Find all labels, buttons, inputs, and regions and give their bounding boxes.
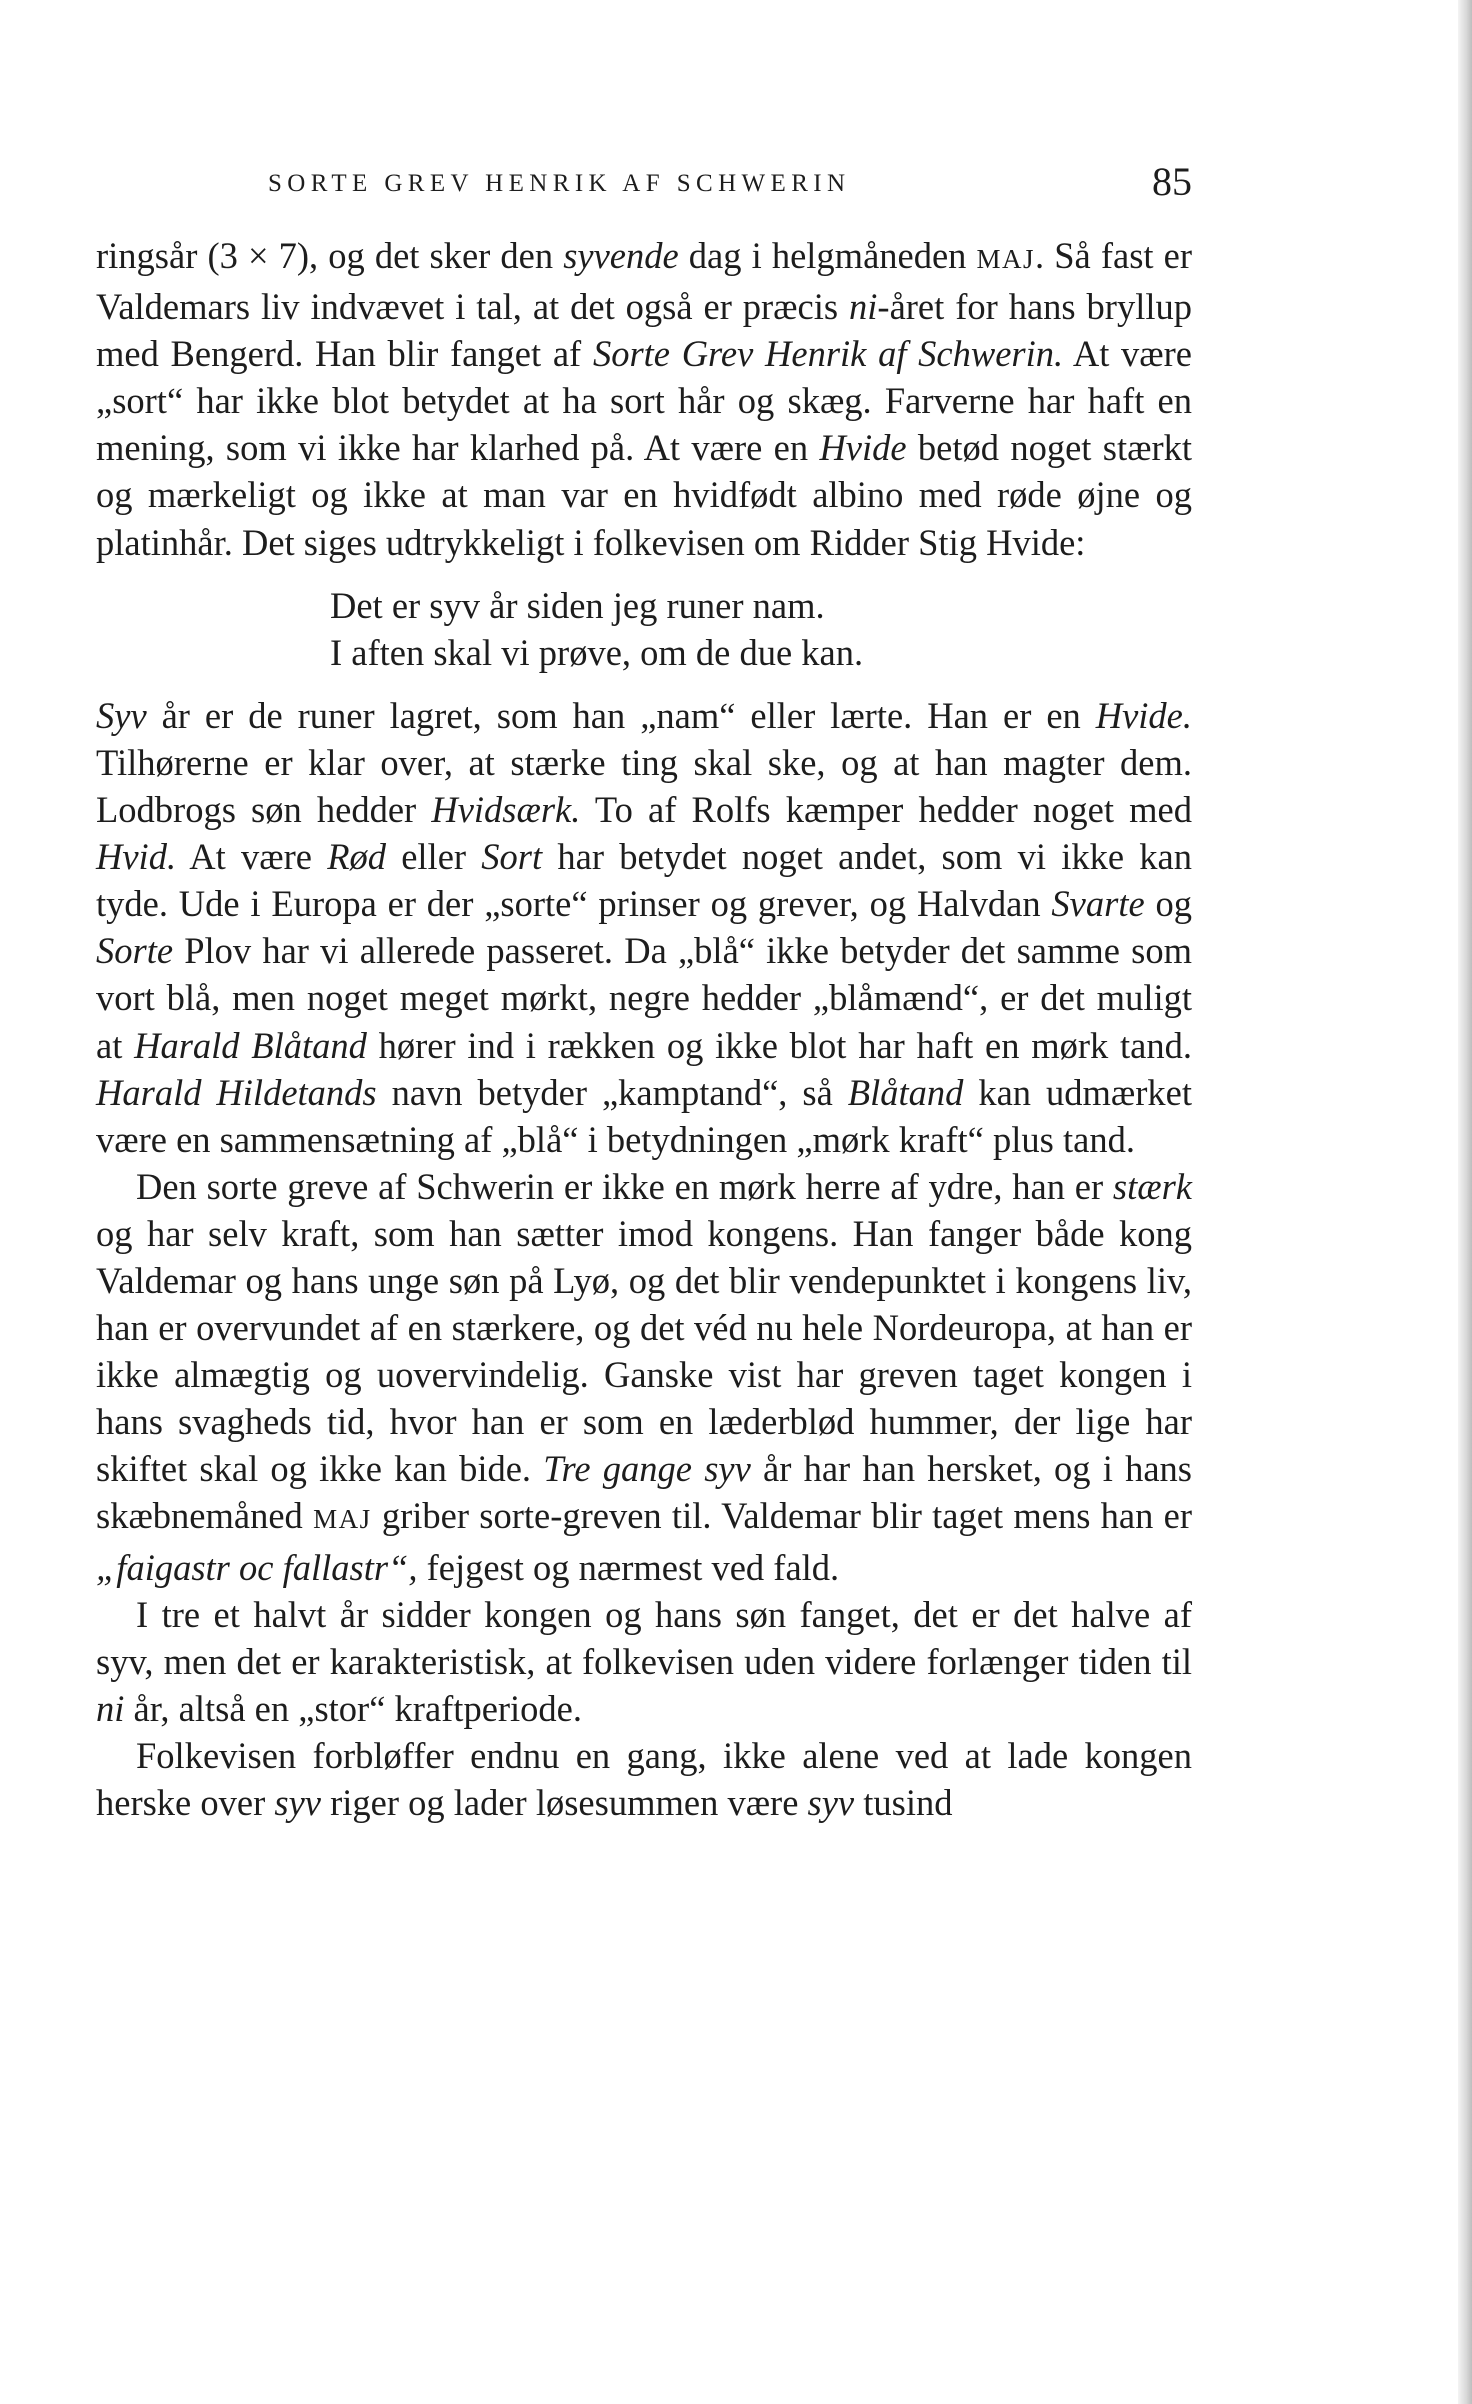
emphasis: Harald Hildetands (96, 1071, 377, 1113)
emphasis: Hvide (819, 427, 907, 469)
emphasis: Sort (481, 836, 543, 878)
emphasis: Harald Blåtand (134, 1024, 367, 1066)
emphasis: „faigastr oc fallastr“, (96, 1546, 418, 1588)
text-run: betød noget stærkt og mærkeligt og ikke at man var en hvidfødt albino med røde øjne og platinhår. Det siges udtrykkeligt i folkevisen om Ridder Stig Hvide: (96, 427, 1193, 563)
body-text (96, 232, 1192, 1826)
text-run: . Så fast er Valdemars liv indvævet i tal, at det også er præcis (96, 235, 1192, 328)
verse-line-1: Det er syv år siden jeg runer nam. (330, 584, 825, 626)
emphasis: stærk (1112, 1165, 1192, 1207)
text-run: år er de runer lagret, som han „nam“ eller lærte. Han er en (146, 694, 1096, 736)
text-run: I tre et halvt år sidder kongen og hans søn fanget, det er det halve af syv, men det er karakteristisk, at folkevisen uden videre forlænger tiden til (96, 1593, 1192, 1682)
paragraph-4 (96, 1591, 1192, 1732)
emphasis: Sorte Grev Henrik af Schwerin. (592, 333, 1064, 375)
text-run: og (1144, 883, 1192, 925)
text-run: og har selv kraft, som han sætter imod kongens. Han fanger både kong Valdemar og hans unge søn på Lyø, og det blir vendepunktet i kongens liv, han er overvundet af en stærkere, og det véd nu hele Nordeuropa, at han er ikke almægtig og uovervindelig. Ganske vist har greven taget kongen i hans svagheds tid, hvor han er som en læderblød hummer, der lige har skiftet skal og ikke kan bide. (96, 1212, 1192, 1490)
emphasis: Tre gange syv (543, 1448, 751, 1490)
text-run: år har han hersket, og i hans skæbnemåned (96, 1448, 1192, 1537)
page-number: 85 (1152, 159, 1192, 204)
emphasis: ni (96, 1687, 125, 1729)
text-run: fejgest og nærmest ved fald. (417, 1546, 840, 1588)
paragraph-2 (96, 692, 1192, 1163)
emphasis: Svarte (1051, 883, 1145, 925)
emphasis: Hvid. (96, 836, 177, 878)
text-run: Folkevisen forbløffer endnu en gang, ikke alene ved at lade kongen herske over (96, 1734, 1192, 1823)
emphasis: Hvidsærk. (431, 789, 581, 831)
emphasis: syv (274, 1782, 321, 1823)
text-run: riger og lader løsesummen være (320, 1782, 808, 1823)
emphasis: Blåtand (847, 1071, 964, 1113)
text-run: dag i helgmåneden (678, 235, 977, 276)
emphasis: ni (849, 286, 878, 328)
text-run: To af Rolfs kæmper hedder noget med (580, 789, 1192, 831)
text-run: eller (385, 836, 482, 878)
small-caps: MAJ (313, 1504, 372, 1535)
paragraph-5 (96, 1732, 1192, 1826)
text-run: kan udmærket være en sammensætning af „blå“ i betydningen „mørk kraft“ plus tand. (96, 1071, 1192, 1160)
text-run: ringsår (3 × 7), og det sker den (96, 235, 564, 276)
text-run: navn betyder „kamptand“, så (376, 1071, 848, 1113)
emphasis: syvende (563, 235, 679, 276)
text-run: Tilhørerne er klar over, at stærke ting skal ske, og at han magter dem. Lodbrogs søn hedder (96, 741, 1192, 831)
text-run: At være „sort“ har ikke blot betydet at ha sort hår og skæg. Farverne har haft en mening, som vi ikke har klarhed på. At være en (96, 333, 1193, 469)
small-caps: MAJ (976, 244, 1036, 274)
text-run: At være (176, 836, 328, 878)
text-run: -året for hans bryllup med Bengerd. Han blir fanget af (96, 286, 1192, 375)
text-run: Den sorte greve af Schwerin er ikke en mørk herre af ydre, han er (136, 1165, 1113, 1207)
text-run: tusind (854, 1782, 953, 1823)
emphasis: syv (807, 1782, 855, 1823)
running-header (96, 158, 1192, 218)
text-run: Plov har vi allerede passeret. Da „blå“ ikke betyder det samme som vort blå, men noget meget mørkt, negre hedder „blåmænd“, er det muligt at (96, 930, 1192, 1066)
emphasis: Hvide. (1095, 694, 1192, 736)
emphasis: Sorte (96, 930, 174, 972)
text-run: hører ind i rækken og ikke blot har haft en mørk tand. (366, 1024, 1192, 1066)
text-run: år, altså en „stor“ kraftperiode. (124, 1687, 583, 1729)
paragraph-3 (96, 1163, 1192, 1591)
emphasis: Rød (327, 836, 386, 878)
page-edge-shadow (1458, 0, 1472, 2404)
paragraph-1 (96, 232, 1192, 566)
verse-quote (96, 582, 1192, 676)
text-run: griber sorte-greven til. Valdemar blir taget mens han er (371, 1495, 1192, 1537)
running-title: SORTE GREV HENRIK AF SCHWERIN (268, 170, 851, 197)
verse-line-2: I aften skal vi prøve, om de due kan. (330, 631, 864, 673)
text-run: har betydet noget andet, som vi ikke kan tyde. Ude i Europa er der „sorte“ prinser og grever, og Halvdan (96, 836, 1193, 925)
emphasis: Syv (96, 694, 147, 736)
